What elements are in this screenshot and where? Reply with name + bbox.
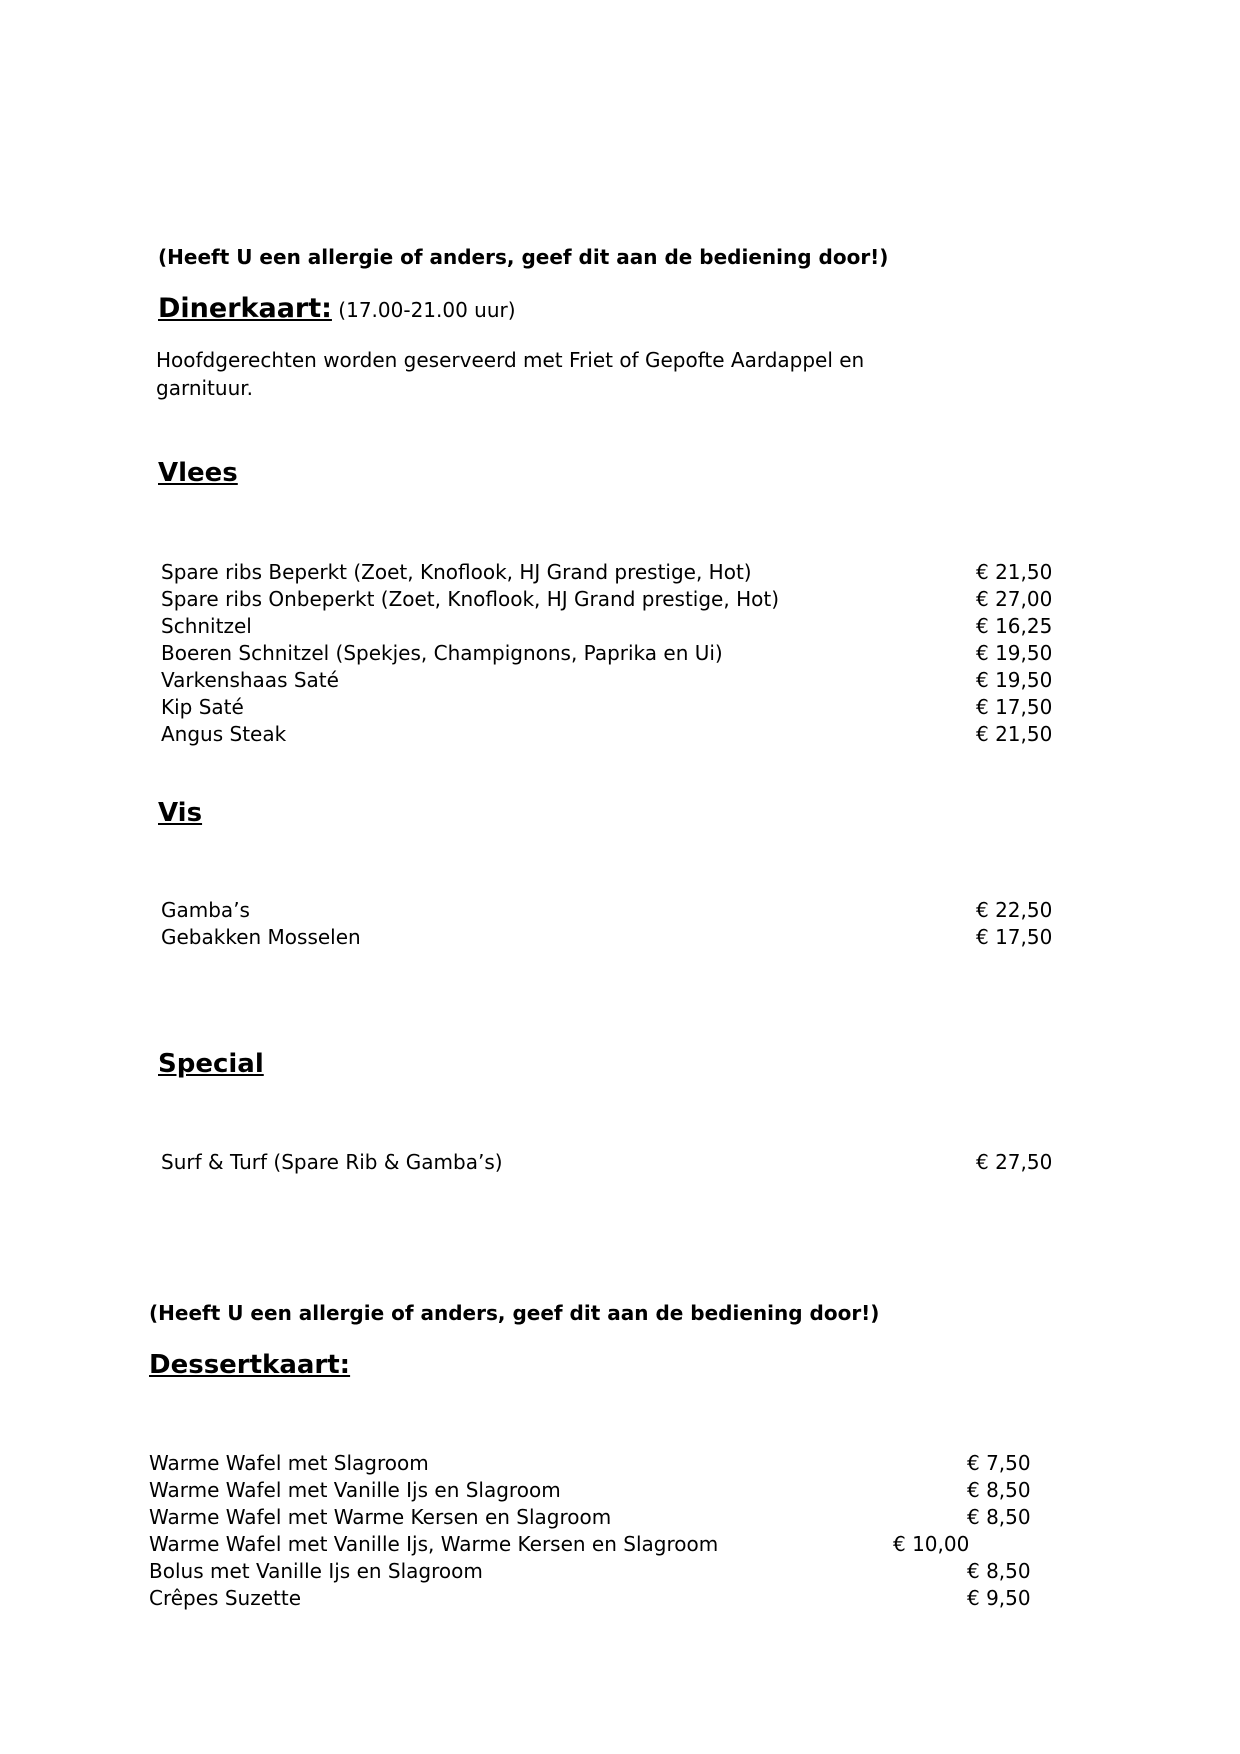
menu-item: [0, 613, 1240, 640]
menu-item: [0, 721, 1240, 748]
diner-hours: (17.00-21.00 uur): [338, 298, 516, 322]
menu-item-name: Gebakken Mosselen: [161, 925, 361, 949]
menu-item: [0, 559, 1240, 586]
menu-item-name: Spare ribs Beperkt (Zoet, Knoflook, HJ Grand prestige, Hot): [161, 560, 752, 584]
menu-item-name: Varkenshaas Saté: [161, 668, 339, 692]
menu-item-name: Warme Wafel met Vanille Ijs en Slagroom: [149, 1478, 561, 1502]
menu-item: [0, 1149, 1240, 1176]
diner-intro-line2: garnituur.: [156, 376, 253, 400]
diner-title: Dinerkaart:: [158, 293, 332, 324]
menu-item-name: Angus Steak: [161, 722, 287, 746]
menu-item: [0, 1585, 1240, 1612]
menu-item-name: Warme Wafel met Slagroom: [149, 1451, 429, 1475]
menu-item-name: Gamba’s: [161, 898, 250, 922]
menu-item-price: € 8,50: [967, 1478, 1031, 1502]
menu-item-price: € 17,50: [976, 695, 1053, 719]
menu-item-price: € 19,50: [976, 641, 1053, 665]
menu-item-name: Warme Wafel met Vanille Ijs, Warme Kersen en Slagroom: [149, 1532, 719, 1556]
menu-item-price: € 21,50: [976, 560, 1053, 584]
menu-item-price: € 9,50: [967, 1586, 1031, 1610]
menu-item-price: € 17,50: [976, 925, 1053, 949]
menu-item: [0, 1531, 1240, 1558]
menu-item-price: € 27,00: [976, 587, 1053, 611]
menu-item-price: € 22,50: [976, 898, 1053, 922]
menu-item-name: Boeren Schnitzel (Spekjes, Champignons, Paprika en Ui): [161, 641, 723, 665]
diner-intro-line1: Hoofdgerechten worden geserveerd met Friet of Gepofte Aardappel en: [156, 348, 865, 372]
dessert-title: Dessertkaart:: [149, 1350, 351, 1380]
menu-item: [0, 694, 1240, 721]
menu-item-price: € 19,50: [976, 668, 1053, 692]
menu-item-name: Kip Saté: [161, 695, 244, 719]
menu-item: [0, 1477, 1240, 1504]
allergy-notice-dessert: (Heeft U een allergie of anders, geef dit aan de bediening door!): [149, 1301, 880, 1325]
menu-item: [0, 897, 1240, 924]
menu-item-price: € 16,25: [976, 614, 1053, 638]
menu-item-price: € 10,00: [893, 1532, 970, 1556]
menu-item-name: Bolus met Vanille Ijs en Slagroom: [149, 1559, 483, 1583]
menu-item-name: Crêpes Suzette: [149, 1586, 301, 1610]
section-title-vlees: Vlees: [158, 458, 238, 488]
menu-item-price: € 8,50: [967, 1505, 1031, 1529]
menu-item: [0, 640, 1240, 667]
section-title-vis: Vis: [158, 798, 203, 828]
section-title-special: Special: [158, 1049, 264, 1079]
menu-item-price: € 21,50: [976, 722, 1053, 746]
allergy-notice: (Heeft U een allergie of anders, geef dit aan de bediening door!): [158, 245, 889, 269]
menu-item-name: Surf & Turf (Spare Rib & Gamba’s): [161, 1150, 503, 1174]
menu-item-price: € 27,50: [976, 1150, 1053, 1174]
menu-item: [0, 1450, 1240, 1477]
menu-item: [0, 1558, 1240, 1585]
menu-item-name: Schnitzel: [161, 614, 252, 638]
menu-item-name: Warme Wafel met Warme Kersen en Slagroom: [149, 1505, 612, 1529]
menu-item-price: € 8,50: [967, 1559, 1031, 1583]
menu-item: [0, 667, 1240, 694]
menu-item-name: Spare ribs Onbeperkt (Zoet, Knoflook, HJ Grand prestige, Hot): [161, 587, 779, 611]
menu-item-price: € 7,50: [967, 1451, 1031, 1475]
menu-item: [0, 924, 1240, 951]
diner-header: [158, 292, 516, 326]
menu-item: [0, 1504, 1240, 1531]
menu-item: [0, 586, 1240, 613]
